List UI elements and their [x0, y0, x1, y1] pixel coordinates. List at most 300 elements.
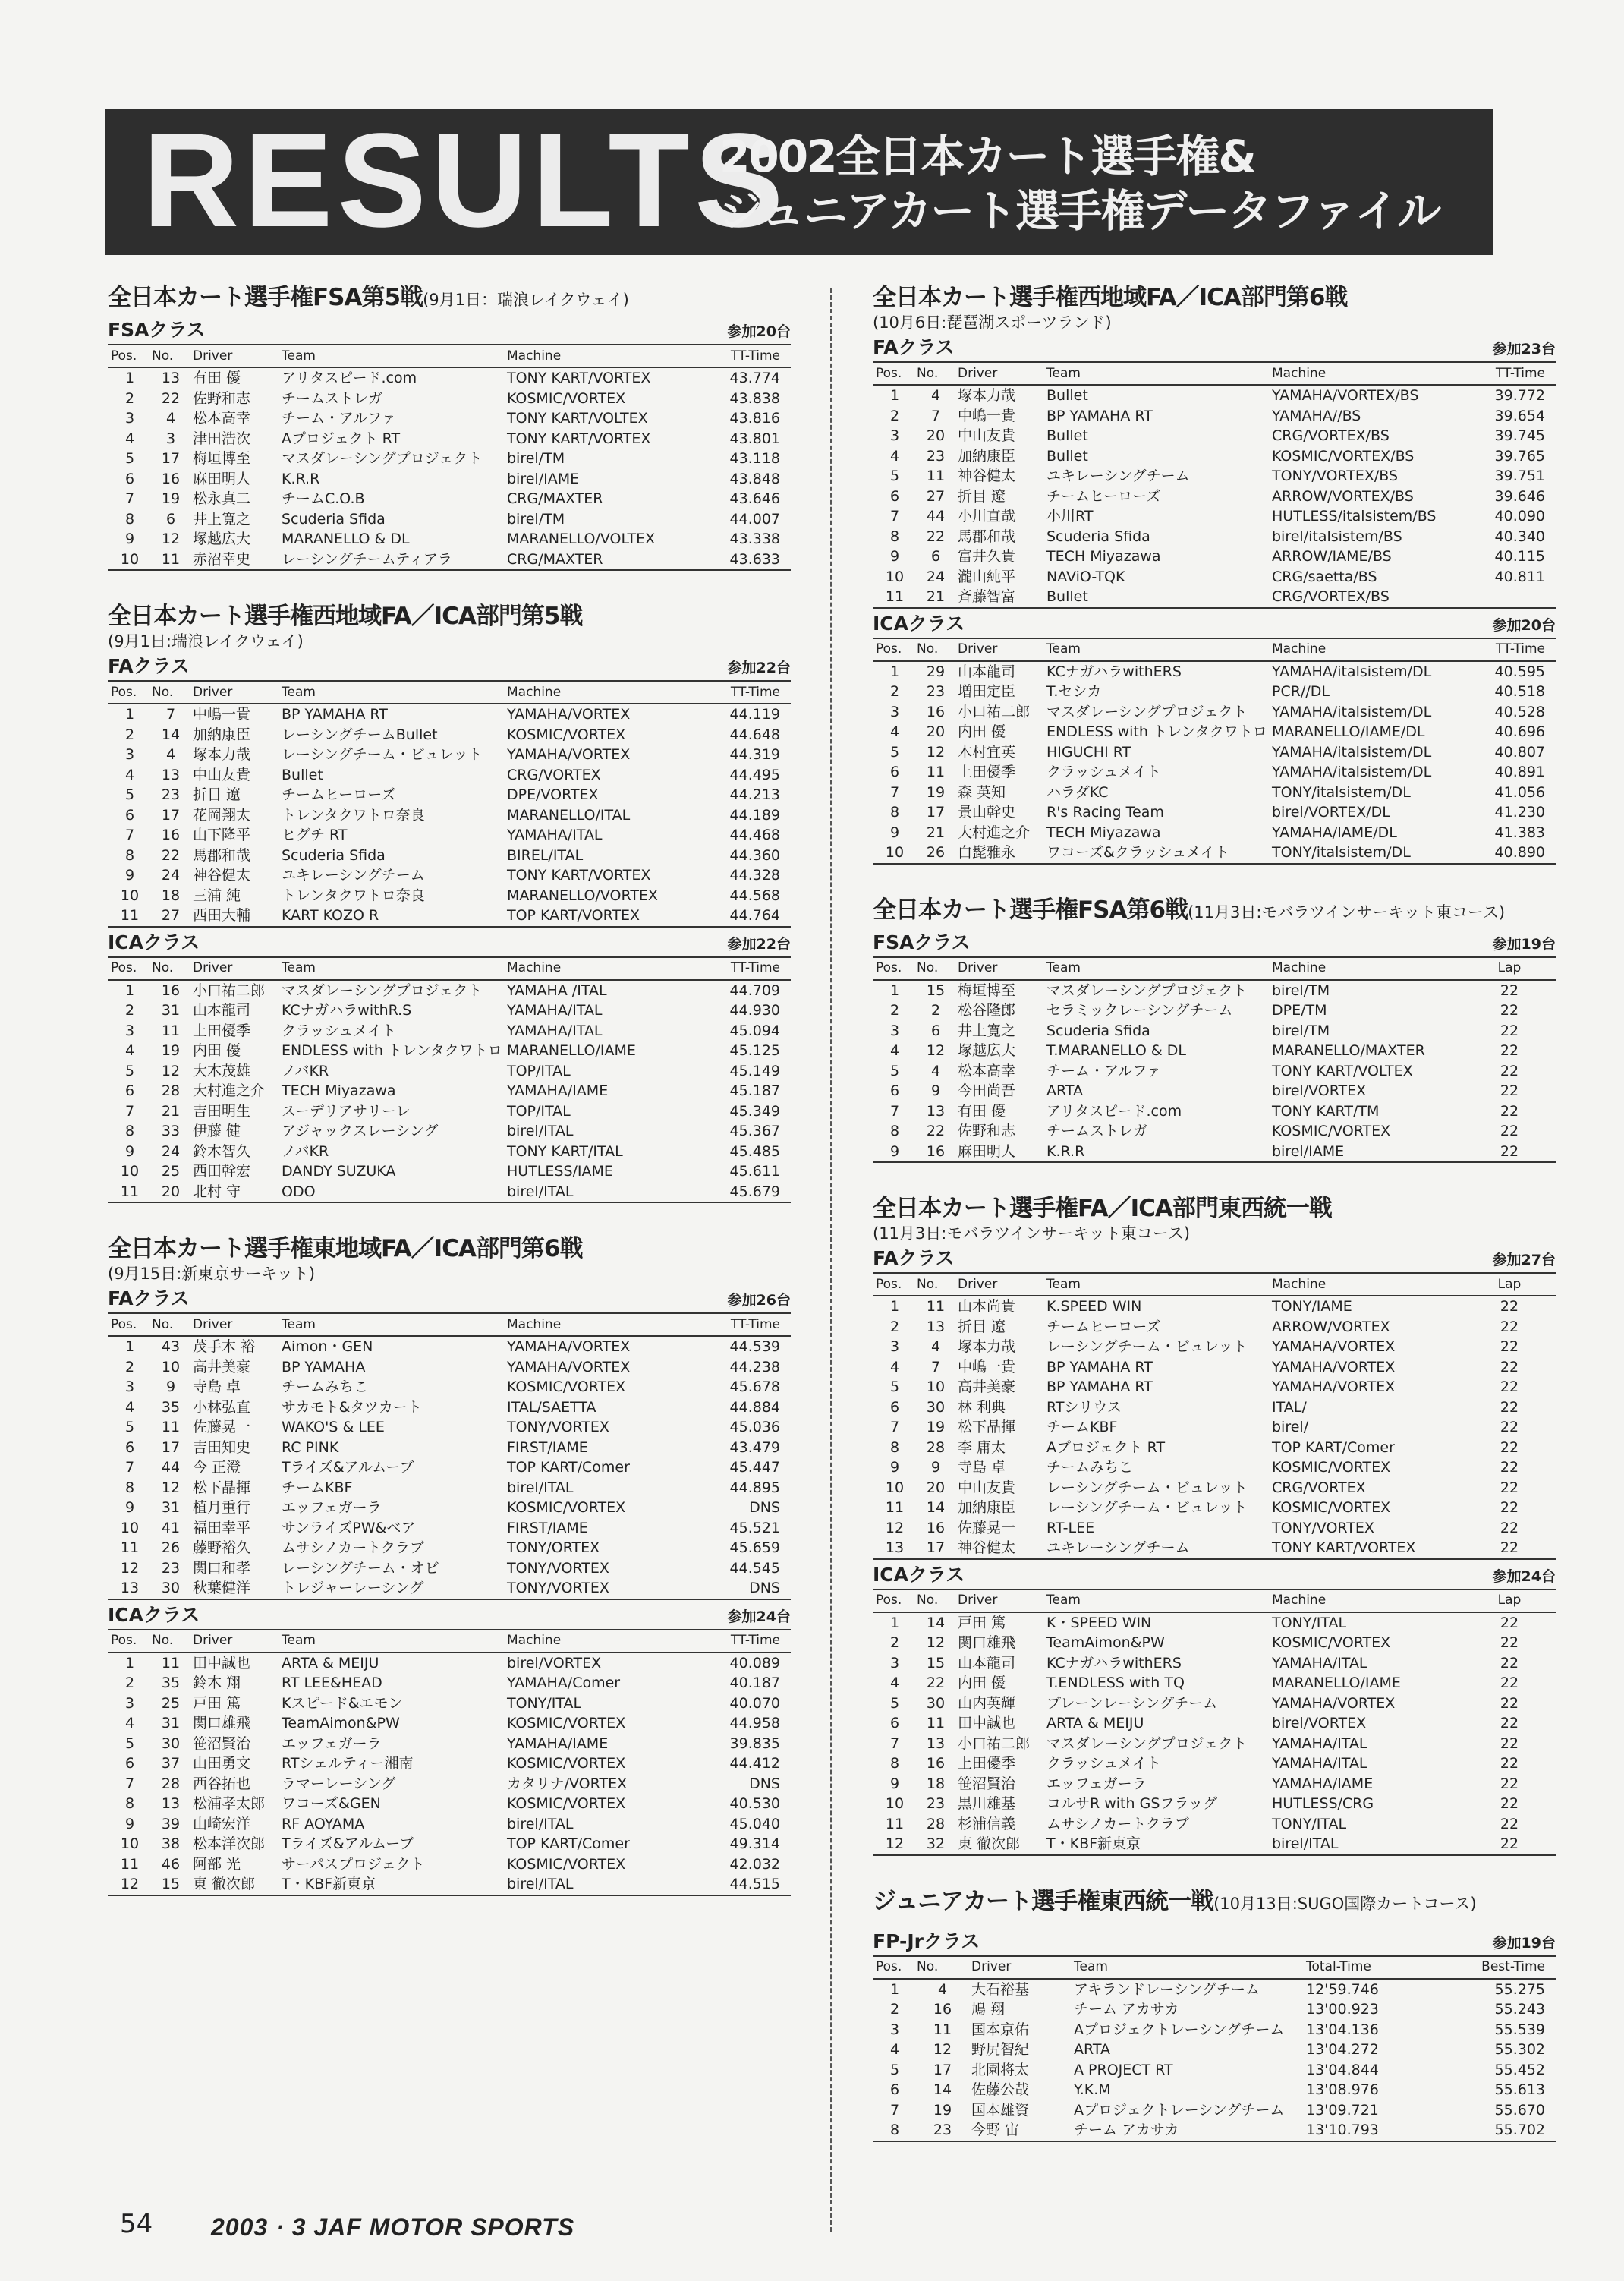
table-cell: 6: [124, 806, 135, 824]
table-cell: MARANELLO & DL: [282, 531, 410, 547]
table-cell: 30: [926, 1398, 946, 1416]
table-cell: 16: [161, 827, 181, 843]
table-cell: 40.807: [1494, 743, 1545, 761]
table-cell: 29: [926, 663, 946, 680]
table-cell: アリタスピード.com: [282, 370, 417, 386]
table-cell: 1: [889, 981, 900, 999]
table-cell: 22: [1500, 1654, 1519, 1671]
table-cell: 15: [926, 981, 946, 999]
table-cell: MARANELLO/MAXTER: [1272, 1042, 1425, 1059]
table-cell: TONY KART/VOLTEX: [507, 410, 648, 427]
table-cell: R's Racing Team: [1046, 804, 1164, 821]
table-cell: 4: [930, 1338, 941, 1355]
table-cell: YAMAHA/VORTEX: [507, 746, 631, 763]
table-cell: 22: [1500, 1499, 1519, 1516]
table-cell: 上田優季: [958, 764, 1016, 780]
table-cell: 31: [161, 1499, 181, 1516]
race-title: [873, 1886, 1556, 1919]
table-cell: 45.349: [729, 1102, 780, 1120]
table-cell: TONY KART/VOLTEX: [1272, 1062, 1413, 1079]
table-cell: 3: [165, 430, 176, 447]
table-cell: birel/IAME: [507, 470, 580, 487]
table-row: [108, 1753, 791, 1774]
table-cell: 11: [933, 2021, 952, 2038]
table-cell: 19: [926, 1419, 946, 1435]
table-cell: 7: [889, 1734, 900, 1752]
table-cell: 8: [889, 1438, 900, 1456]
column-header: No.: [914, 362, 955, 385]
column-header: Driver: [190, 1630, 279, 1652]
table-row: [108, 1518, 791, 1539]
table-cell: 43.774: [729, 370, 780, 386]
class-name: FAクラス: [873, 336, 955, 358]
table-cell: Bullet: [282, 766, 323, 783]
table-cell: 13'09.721: [1306, 2101, 1379, 2119]
table-row: [108, 1142, 791, 1162]
table-cell: 39.646: [1494, 487, 1545, 505]
column-header: TT-Time: [695, 1630, 791, 1652]
table-cell: YAMAHA/VORTEX: [1272, 1338, 1396, 1355]
table-cell: 5: [124, 1419, 135, 1435]
table-cell: 22: [926, 1675, 946, 1691]
table-cell: YAMAHA/ITAL: [1272, 1734, 1367, 1752]
table-cell: 3: [124, 746, 135, 763]
table-cell: CRG/VORTEX/BS: [1272, 427, 1390, 444]
table-cell: 2: [889, 1002, 900, 1019]
table-cell: birel/ITAL: [1269, 1834, 1460, 1855]
table-cell: 23: [926, 447, 946, 465]
race-section: [108, 601, 791, 1203]
entry-count: 参加24台: [727, 1608, 791, 1625]
table-cell: CRG/MAXTER: [504, 550, 695, 571]
table-row: [873, 980, 1556, 1001]
table-cell: YAMAHA/VORTEX: [507, 706, 631, 723]
table-cell: birel/ITAL: [507, 1123, 574, 1139]
table-cell: レーシングチーム・ビュレット: [282, 746, 483, 763]
table-cell: 大村進之介: [958, 824, 1031, 841]
table-row: [108, 1774, 791, 1794]
table-cell: TeamAimon&PW: [1046, 1634, 1165, 1651]
table-row: [873, 1979, 1556, 2000]
class-heading: [873, 1930, 1556, 1955]
table-cell: 23: [926, 683, 946, 700]
table-cell: チームKBF: [1046, 1419, 1118, 1435]
table-cell: 小口祐二郎: [958, 703, 1031, 720]
table-cell: ノバKR: [282, 1142, 329, 1160]
table-cell: KOSMIC/VORTEX: [507, 1855, 626, 1873]
results-table: [873, 1272, 1556, 1560]
table-cell: 44.539: [729, 1338, 780, 1355]
table-row: [108, 1182, 791, 1203]
table-cell: 22: [1500, 1022, 1519, 1039]
table-cell: 山内英輝: [958, 1694, 1016, 1712]
column-header: Team: [279, 957, 504, 980]
table-cell: 梅垣博至: [958, 981, 1016, 999]
table-cell: 2: [889, 407, 900, 424]
table-cell: トレンタクワトロ奈良: [282, 887, 425, 904]
table-header-row: [108, 681, 791, 704]
banner-title: RESULTS: [143, 106, 788, 255]
table-cell: YAMAHA/ITAL: [1272, 1654, 1367, 1671]
class-heading: [108, 1287, 791, 1312]
table-cell: 39.654: [1494, 407, 1545, 424]
column-header: No.: [149, 957, 190, 980]
table-row: [108, 408, 791, 429]
table-row: [108, 1498, 791, 1518]
table-cell: KART KOZO R: [279, 906, 504, 927]
table-cell: 40.089: [729, 1654, 780, 1671]
table-row: [873, 1612, 1556, 1634]
table-row: [108, 1438, 791, 1458]
table-cell: 小川RT: [1046, 508, 1094, 525]
table-row: [108, 1061, 791, 1082]
table-cell: 松本高幸: [193, 410, 251, 427]
table-cell: 55.539: [1494, 2021, 1545, 2038]
table-cell: チームみちこ: [1046, 1459, 1134, 1476]
table-cell: 10: [120, 1519, 140, 1536]
table-cell: 4: [930, 1062, 941, 1079]
table-row: [873, 2120, 1556, 2141]
table-cell: birel/TM: [1272, 1022, 1330, 1039]
table-cell: 22: [1500, 1062, 1519, 1079]
results-table: [873, 1589, 1556, 1856]
table-cell: 43.816: [729, 410, 780, 427]
table-cell: 茂手木 裕: [193, 1338, 256, 1355]
table-cell: 22: [1500, 1338, 1519, 1355]
table-cell: 9: [889, 1775, 900, 1792]
table-cell: レーシングチーム・ビュレット: [1046, 1499, 1248, 1516]
table-cell: 43.633: [695, 550, 791, 571]
table-cell: birel/VORTEX: [1272, 1082, 1367, 1099]
table-cell: 22: [1460, 1538, 1556, 1559]
table-row: [108, 765, 791, 786]
table-cell: 23: [914, 2120, 968, 2141]
table-header-row: [873, 362, 1556, 385]
entry-count: 参加19台: [1492, 935, 1556, 953]
table-row: [873, 567, 1556, 588]
table-cell: K.SPEED WIN: [1046, 1298, 1142, 1315]
table-row: [108, 1021, 791, 1041]
table-row: [108, 1478, 791, 1498]
table-cell: 45.187: [729, 1082, 780, 1099]
race-title: [873, 1193, 1556, 1224]
table-cell: 44.895: [729, 1479, 780, 1496]
table-cell: 22: [1500, 1298, 1519, 1315]
table-cell: TONY KART/VORTEX: [507, 867, 651, 884]
table-cell: 国本雄資: [971, 2101, 1030, 2119]
table-cell: 7: [889, 783, 900, 801]
table-cell: HIGUCHI RT: [1046, 743, 1131, 761]
table-cell: birel/TM: [1272, 981, 1330, 999]
table-cell: KOSMIC/VORTEX: [1272, 1499, 1391, 1516]
table-cell: チーム・アルファ: [1046, 1062, 1161, 1079]
table-cell: クラッシュメイト: [282, 1022, 396, 1039]
table-cell: 11: [108, 1182, 149, 1203]
table-cell: WAKO'S & LEE: [282, 1419, 385, 1435]
race-title-note: (9月1日：瑞浪レイクウェイ): [423, 291, 629, 309]
table-cell: 16: [161, 981, 181, 999]
table-row: [108, 745, 791, 765]
table-cell: 20: [926, 723, 946, 740]
table-cell: 55.302: [1494, 2041, 1545, 2058]
table-cell: 27: [926, 487, 946, 505]
class-name: ICAクラス: [108, 1603, 200, 1626]
table-cell: 2: [124, 726, 135, 743]
table-cell: TONY KART/VORTEX: [507, 430, 651, 447]
race-title: [108, 282, 791, 315]
table-row: [108, 1734, 791, 1754]
table-row: [108, 886, 791, 906]
table-cell: 2: [889, 1634, 900, 1651]
table-cell: 45.679: [695, 1182, 791, 1203]
table-cell: TONY/ITAL: [507, 1694, 582, 1712]
table-cell: 44.360: [729, 846, 780, 864]
column-header: Machine: [1269, 1273, 1460, 1296]
column-header: Pos.: [873, 1273, 914, 1296]
class-name: FSAクラス: [873, 931, 971, 953]
class-heading: [873, 931, 1556, 956]
table-header-row: [108, 345, 791, 367]
table-cell: 5: [124, 1062, 135, 1079]
table-cell: 55.275: [1494, 1980, 1545, 1998]
table-cell: 8: [889, 1123, 900, 1139]
table-cell: 山本龍司: [958, 1654, 1016, 1671]
table-cell: 麻田明人: [955, 1142, 1043, 1163]
table-cell: Aプロジェクト RT: [282, 430, 401, 447]
table-cell: 45.485: [729, 1142, 780, 1160]
table-cell: 5: [124, 1734, 135, 1752]
column-header: Machine: [1269, 362, 1460, 385]
table-cell: 8: [889, 528, 900, 545]
table-cell: コルサR with GSフラッグ: [1046, 1795, 1217, 1812]
table-cell: 5: [889, 2061, 900, 2078]
left-column: [108, 282, 791, 1927]
table-row: [873, 843, 1556, 864]
table-cell: 東 徹次郎: [955, 1834, 1043, 1855]
table-cell: 関口雄飛: [958, 1634, 1016, 1651]
table-cell: 22: [1500, 1378, 1519, 1395]
table-cell: 11: [161, 1654, 181, 1671]
column-header: Machine: [1269, 957, 1460, 980]
table-cell: 小川直哉: [958, 508, 1016, 525]
table-cell: 28: [926, 1438, 946, 1456]
table-cell: 11: [161, 1022, 181, 1039]
class-name: FAクラス: [873, 1247, 955, 1269]
table-cell: 4: [124, 766, 135, 783]
table-cell: 11: [885, 1815, 905, 1832]
table-cell: Tライズ&アルムーブ: [282, 1459, 414, 1476]
table-cell: 李 庸太: [958, 1438, 1006, 1456]
table-cell: 22: [161, 846, 181, 864]
table-row: [108, 1578, 791, 1599]
table-cell: 22: [1500, 1519, 1519, 1536]
table-row: [108, 1336, 791, 1357]
table-cell: 37: [161, 1755, 181, 1772]
table-cell: CRG/MAXTER: [507, 490, 603, 507]
table-row: [873, 385, 1556, 406]
table-cell: TOP KART/VORTEX: [504, 906, 695, 927]
table-cell: Tライズ&アルムーブ: [282, 1835, 414, 1852]
table-cell: DNS: [695, 1578, 791, 1599]
table-cell: 1: [889, 1298, 900, 1315]
table-row: [873, 1417, 1556, 1438]
table-cell: 16: [933, 2001, 952, 2018]
table-row: [873, 1538, 1556, 1559]
table-cell: 11: [108, 906, 149, 927]
table-cell: YAMAHA /ITAL: [507, 981, 607, 999]
table-row: [108, 1161, 791, 1182]
table-cell: 44.764: [695, 906, 791, 927]
table-cell: 10: [926, 1378, 946, 1395]
table-cell: 中山友貴: [958, 1479, 1016, 1496]
race-title-text: 全日本カート選手権FSA第6戦: [873, 896, 1188, 924]
table-cell: 6: [889, 2081, 900, 2098]
table-row: [108, 1417, 791, 1438]
table-cell: 39.745: [1494, 427, 1545, 444]
table-row: [108, 1874, 791, 1895]
table-cell: 大村進之介: [193, 1082, 266, 1099]
table-cell: 植月重行: [193, 1499, 251, 1516]
table-cell: 4: [889, 723, 900, 740]
table-cell: 45.659: [729, 1539, 780, 1556]
table-cell: 8: [124, 1479, 135, 1496]
table-cell: KCナガハラwithR.S: [282, 1002, 412, 1019]
table-cell: 10: [873, 843, 914, 864]
table-cell: 40.070: [729, 1694, 780, 1712]
table-cell: 3: [889, 427, 900, 444]
table-cell: 22: [1500, 1734, 1519, 1752]
table-cell: 田中誠也: [193, 1654, 251, 1671]
table-cell: 田中誠也: [958, 1715, 1016, 1731]
table-cell: 神谷健太: [193, 867, 251, 884]
table-row: [873, 702, 1556, 723]
table-cell: KOSMIC/VORTEX: [507, 1715, 626, 1731]
table-cell: 24: [161, 867, 181, 884]
table-cell: 20: [149, 1182, 190, 1203]
table-cell: birel/VORTEX/DL: [1272, 804, 1390, 821]
table-header-row: [873, 1589, 1556, 1612]
column-header: Total-Time: [1303, 1956, 1440, 1979]
table-cell: 吉田知史: [193, 1438, 251, 1456]
table-cell: 中嶋一貴: [958, 407, 1016, 424]
table-cell: 佐藤公哉: [971, 2081, 1030, 2098]
table-cell: 44.495: [729, 766, 780, 783]
table-row: [108, 704, 791, 725]
table-cell: TONY/VORTEX: [507, 1559, 609, 1577]
table-cell: 松下晶揮: [193, 1479, 251, 1496]
column-header: Driver: [955, 362, 1043, 385]
table-cell: Scuderia Sfida: [282, 846, 386, 864]
table-cell: 7: [889, 2101, 900, 2119]
table-cell: birel/VORTEX: [507, 1654, 602, 1671]
table-cell: ハラダKC: [1046, 783, 1109, 801]
table-cell: 9: [873, 1142, 914, 1163]
column-header: No.: [914, 638, 955, 661]
table-cell: FIRST/IAME: [507, 1438, 588, 1456]
table-cell: 斉藤智富: [955, 587, 1043, 608]
table-row: [873, 527, 1556, 547]
table-row: [873, 1377, 1556, 1397]
table-cell: HUTLESS/italsistem/BS: [1272, 508, 1437, 525]
table-cell: 11: [161, 1419, 181, 1435]
table-cell: 30: [149, 1578, 190, 1599]
race-section: [873, 895, 1556, 1164]
table-cell: 11: [120, 1855, 140, 1873]
table-cell: 15: [926, 1654, 946, 1671]
table-cell: 13: [926, 1102, 946, 1120]
table-cell: 27: [149, 906, 190, 927]
table-cell: 44.568: [729, 887, 780, 904]
class-name: FSAクラス: [108, 319, 206, 341]
table-row: [873, 1061, 1556, 1082]
table-cell: 加納康臣: [958, 1499, 1016, 1516]
table-cell: 55.243: [1494, 2001, 1545, 2018]
table-cell: ムサシノカートクラブ: [282, 1539, 424, 1556]
table-row: [108, 846, 791, 866]
table-cell: 2: [889, 683, 900, 700]
table-cell: TECH Miyazawa: [1046, 548, 1161, 565]
table-row: [873, 2100, 1556, 2121]
table-cell: 4: [165, 410, 176, 427]
table-cell: 山崎宏洋: [193, 1815, 251, 1832]
table-cell: 18: [926, 1775, 946, 1792]
table-cell: マスダレーシングプロジェクト: [282, 981, 483, 999]
table-header-row: [108, 1313, 791, 1336]
table-cell: YAMAHA/VORTEX: [507, 1338, 631, 1355]
table-cell: CRG/VORTEX/BS: [1269, 587, 1460, 608]
table-cell: CRG/VORTEX: [507, 766, 601, 783]
table-cell: 松浦孝太郎: [193, 1795, 266, 1812]
table-cell: チームKBF: [282, 1479, 353, 1496]
table-cell: 45.611: [729, 1163, 780, 1180]
table-cell: 8: [889, 1755, 900, 1772]
table-row: [108, 529, 791, 550]
table-cell: 折目 遼: [193, 786, 241, 803]
table-row: [108, 1000, 791, 1021]
table-cell: 14: [933, 2081, 952, 2098]
table-cell: 国本京佑: [971, 2021, 1030, 2038]
table-cell: 44.648: [729, 726, 780, 743]
table-cell: 11: [120, 1539, 140, 1556]
table-cell: TONY KART/TM: [1272, 1102, 1380, 1120]
table-cell: YAMAHA//BS: [1272, 407, 1361, 424]
table-cell: 43.118: [729, 450, 780, 467]
table-cell: TONY/italsistem/DL: [1272, 783, 1411, 801]
banner-subtitle: [719, 129, 1440, 238]
table-cell: TONY KART/VORTEX: [507, 370, 651, 386]
table-cell: 北村 守: [190, 1182, 279, 1203]
table-cell: 5: [889, 743, 900, 761]
table-cell: 49.314: [729, 1835, 780, 1852]
table-cell: 9: [124, 531, 135, 547]
table-row: [108, 1041, 791, 1061]
table-cell: 中嶋一貴: [958, 1358, 1016, 1375]
table-cell: 鈴木 翔: [193, 1675, 241, 1691]
table-cell: 21: [914, 587, 955, 608]
table-cell: 22: [1500, 1398, 1519, 1416]
table-row: [873, 1498, 1556, 1518]
table-cell: 13'10.793: [1303, 2120, 1440, 2141]
table-row: [108, 1397, 791, 1418]
column-header: Driver: [190, 345, 279, 367]
table-row: [873, 1518, 1556, 1539]
race-title-note: (10月13日:SUGO国際カートコース): [1213, 1894, 1477, 1913]
table-cell: 22: [1500, 1438, 1519, 1456]
table-cell: birel/italsistem/BS: [1272, 528, 1402, 545]
table-cell: 9: [930, 1459, 941, 1476]
table-cell: KOSMIC/VORTEX: [507, 1499, 626, 1516]
table-cell: 17: [926, 804, 946, 821]
